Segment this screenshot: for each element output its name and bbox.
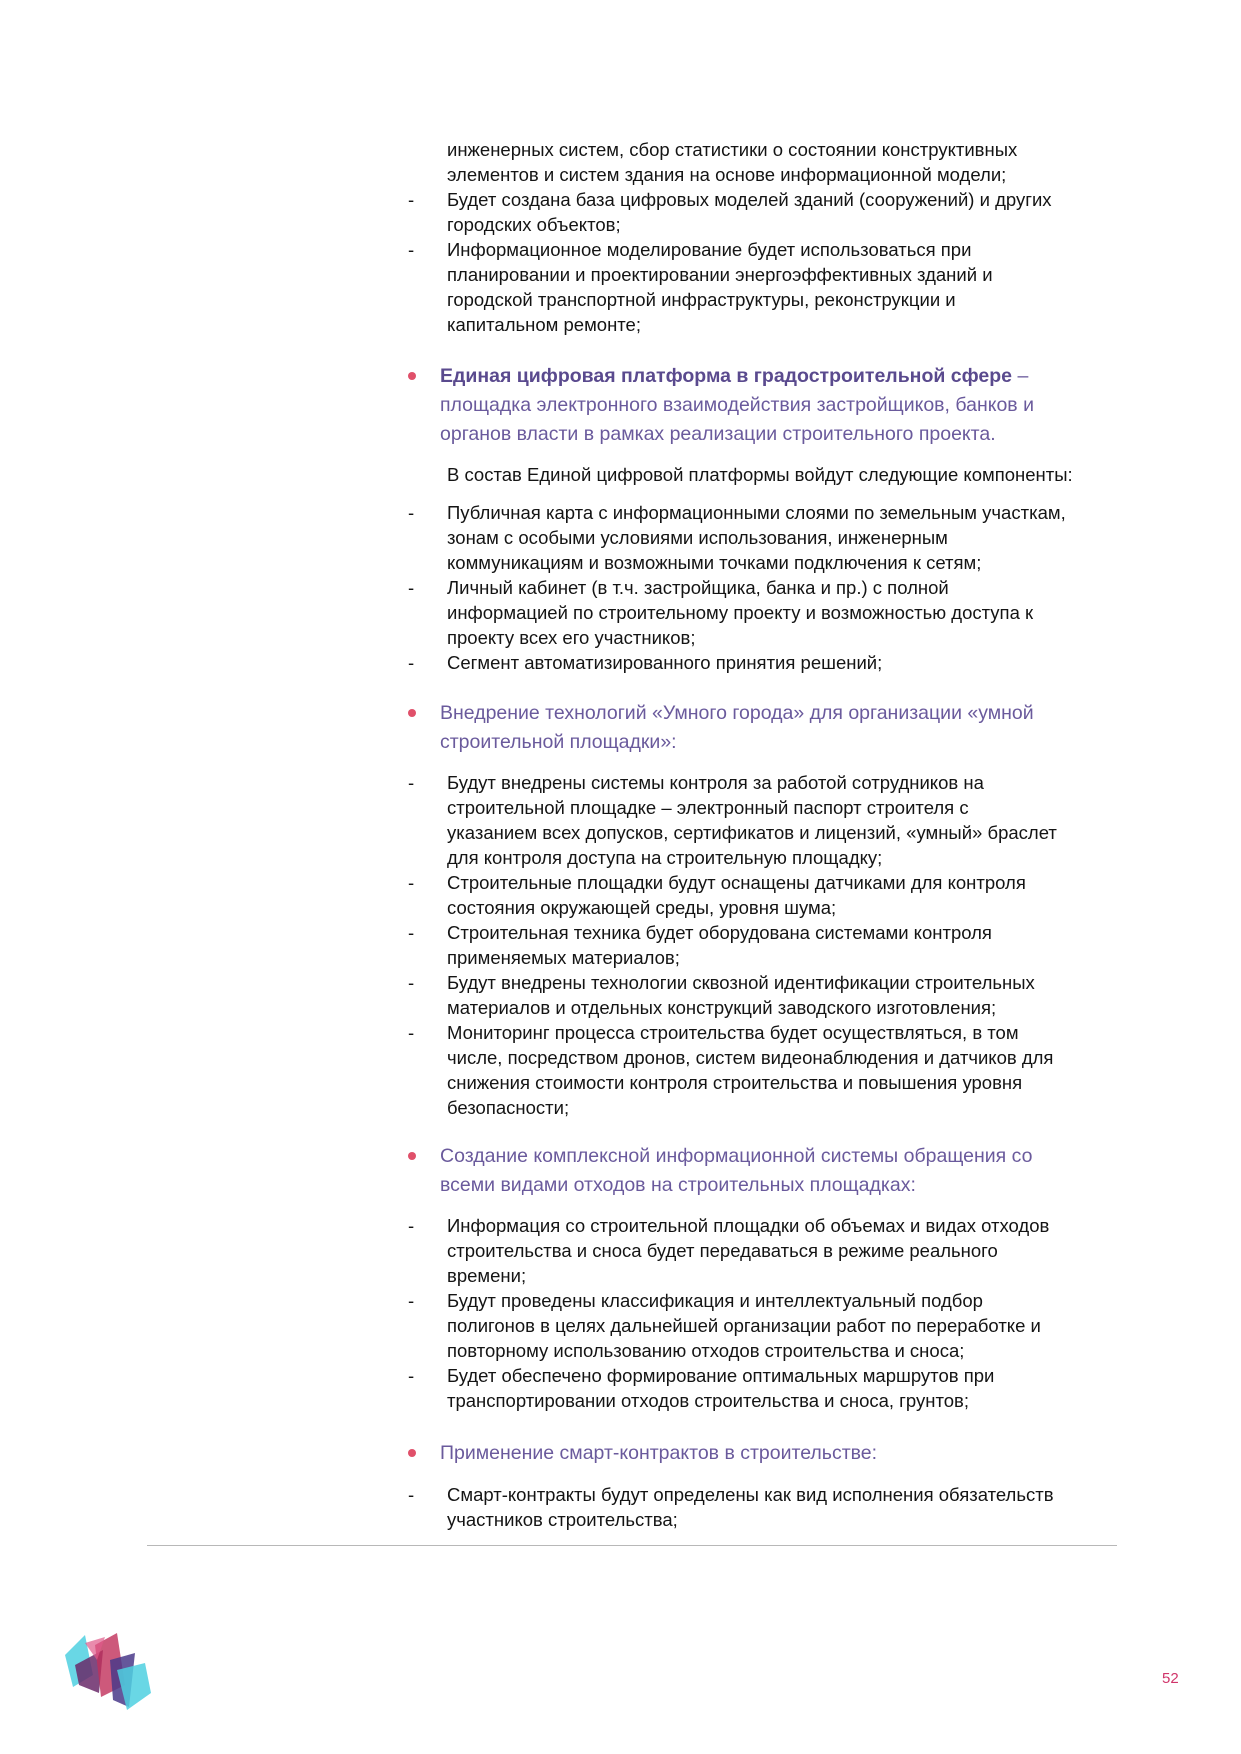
text-line: городской транспортной инфраструктуры, реконструкции и [447,289,956,310]
heading-line: всеми видами отходов на строительных площадках: [440,1174,916,1196]
text-line: применяемых материалов; [447,947,680,968]
text-line: зонам с особыми условиями использования, инженерным [447,527,948,548]
list-dash: - [408,652,415,673]
footer-divider [147,1545,1117,1546]
list-dash: - [408,239,415,260]
text-line: указанием всех допусков, сертификатов и лицензий, «умный» браслет [447,822,1057,843]
list-item: Сегмент автоматизированного принятия решений; [447,652,883,673]
list-dash: - [408,1215,415,1236]
list-dash: - [408,772,415,793]
text-line: безопасности; [447,1097,570,1118]
text-line: проекту всех его участников; [447,627,696,648]
text-line: капитальном ремонте; [447,314,641,335]
list-item: Будут проведены классификация и интеллектуальный подбор [447,1290,983,1311]
text-line: информацией по строительному проекту и возможностью доступа к [447,602,1034,623]
bullet-icon [408,1152,416,1160]
list-item: Личный кабинет (в т.ч. застройщика, банка и пр.) с полной [447,577,949,598]
text-line: городских объектов; [447,214,621,235]
list-item: Строительная техника будет оборудована системами контроля [447,922,992,943]
text-line: строительства и сноса будет передаваться в режиме реального [447,1240,998,1261]
list-item: Будут внедрены технологии сквозной идентификации строительных [447,972,1035,993]
list-item: Информационное моделирование будет использоваться при [447,239,972,260]
list-dash: - [408,972,415,993]
list-item: Публичная карта с информационными слоями по земельным участкам, [447,502,1066,523]
brand-logo-icon [55,1615,175,1715]
bullet-icon [408,372,416,380]
text-line: коммуникациям и возможными точками подключения к сетям; [447,552,982,573]
list-dash: - [408,872,415,893]
list-item: Будет обеспечено формирование оптимальных маршрутов при [447,1365,995,1386]
list-dash: - [408,577,415,598]
list-dash: - [408,502,415,523]
text-line: транспортировании отходов строительства и сноса, грунтов; [447,1390,970,1411]
heading-bold: Единая цифровая платформа в градостроительной сфере [440,365,1013,387]
heading-line: площадка электронного взаимодействия застройщиков, банков и [440,394,1034,416]
list-item: Будет создана база цифровых моделей зданий (сооружений) и других [447,189,1052,210]
text-line: времени; [447,1265,527,1286]
text-line: строительной площадке – электронный паспорт строителя с [447,797,969,818]
list-item: Мониторинг процесса строительства будет осуществляться, в том [447,1022,1019,1043]
list-dash: - [408,922,415,943]
bullet-icon [408,709,416,717]
list-item: Смарт-контракты будут определены как вид исполнения обязательств [447,1484,1054,1505]
heading-line [440,362,1028,391]
list-item: Строительные площадки будут оснащены датчиками для контроля [447,872,1026,893]
text-line: элементов и систем здания на основе информационной модели; [447,164,1007,185]
text-line: снижения стоимости контроля строительства и повышения уровня [447,1072,1023,1093]
text-line: числе, посредством дронов, систем видеонаблюдения и датчиков для [447,1047,1054,1068]
list-item: Информация со строительной площадки об объемах и видах отходов [447,1215,1050,1236]
text-line: материалов и отдельных конструкций заводского изготовления; [447,997,997,1018]
list-dash: - [408,1290,415,1311]
heading-line: органов власти в рамках реализации строительного проекта. [440,423,996,445]
bullet-icon [408,1449,416,1457]
intro-text: В состав Единой цифровой платформы войдут следующие компоненты: [447,464,1073,485]
text-line: повторному использованию отходов строительства и сноса; [447,1340,965,1361]
list-dash: - [408,1022,415,1043]
heading-line: Создание комплексной информационной системы обращения со [440,1145,1033,1167]
heading-dash: – [1012,365,1029,387]
heading-line: Применение смарт-контрактов в строительстве: [440,1442,878,1464]
text-line: участников строительства; [447,1509,678,1530]
text-line: полигонов в целях дальнейшей организации работ по переработке и [447,1315,1041,1336]
text-line: инженерных систем, сбор статистики о состоянии конструктивных [447,139,1018,160]
heading-line: строительной площадки»: [440,731,677,753]
text-line: для контроля доступа на строительную площадку; [447,847,883,868]
list-dash: - [408,189,415,210]
page-number: 52 [1162,1670,1179,1687]
text-line: состояния окружающей среды, уровня шума; [447,897,837,918]
text-line: планировании и проектировании энергоэффективных зданий и [447,264,993,285]
list-item: Будут внедрены системы контроля за работой сотрудников на [447,772,984,793]
list-dash: - [408,1484,415,1505]
list-dash: - [408,1365,415,1386]
heading-line: Внедрение технологий «Умного города» для организации «умной [440,702,1034,724]
